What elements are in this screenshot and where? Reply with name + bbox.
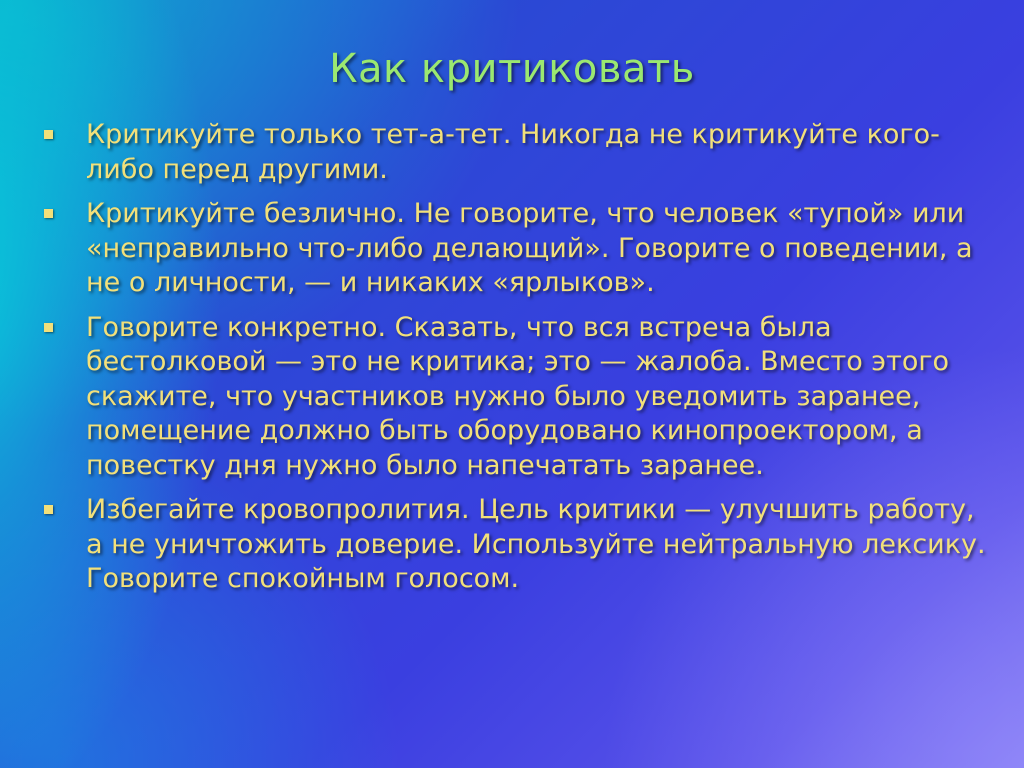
bullet-text: Говорите конкретно. Сказать, что вся встреча была бестолковой — это не критика; это — жалоба. Вместо этого скажите, что участников нужно было уведомить заранее, помещение должно быть оборудовано кинопроектором, а повестку дня нужно было напечатать заранее. [86, 311, 950, 481]
list-item [40, 493, 990, 597]
list-item [40, 118, 990, 187]
square-bullet-icon [44, 323, 53, 332]
square-bullet-icon [44, 130, 53, 139]
bullet-list [40, 118, 990, 607]
bullet-text: Избегайте кровопролития. Цель критики — улучшить работу, а не уничтожить доверие. Используйте нейтральную лексику. Говорите спокойным голосом. [86, 494, 986, 594]
list-item [40, 311, 990, 484]
square-bullet-icon [44, 209, 53, 218]
square-bullet-icon [44, 505, 53, 514]
bullet-text: Критикуйте только тет-а-тет. Никогда не критикуйте кого-либо перед другими. [86, 119, 940, 185]
bullet-text: Критикуйте безлично. Не говорите, что человек «тупой» или «неправильно что-либо делающий». Говорите о поведении, а не о личности, — и никаких «ярлыков». [86, 198, 973, 298]
list-item [40, 197, 990, 301]
slide-title: Как критиковать [329, 46, 695, 92]
